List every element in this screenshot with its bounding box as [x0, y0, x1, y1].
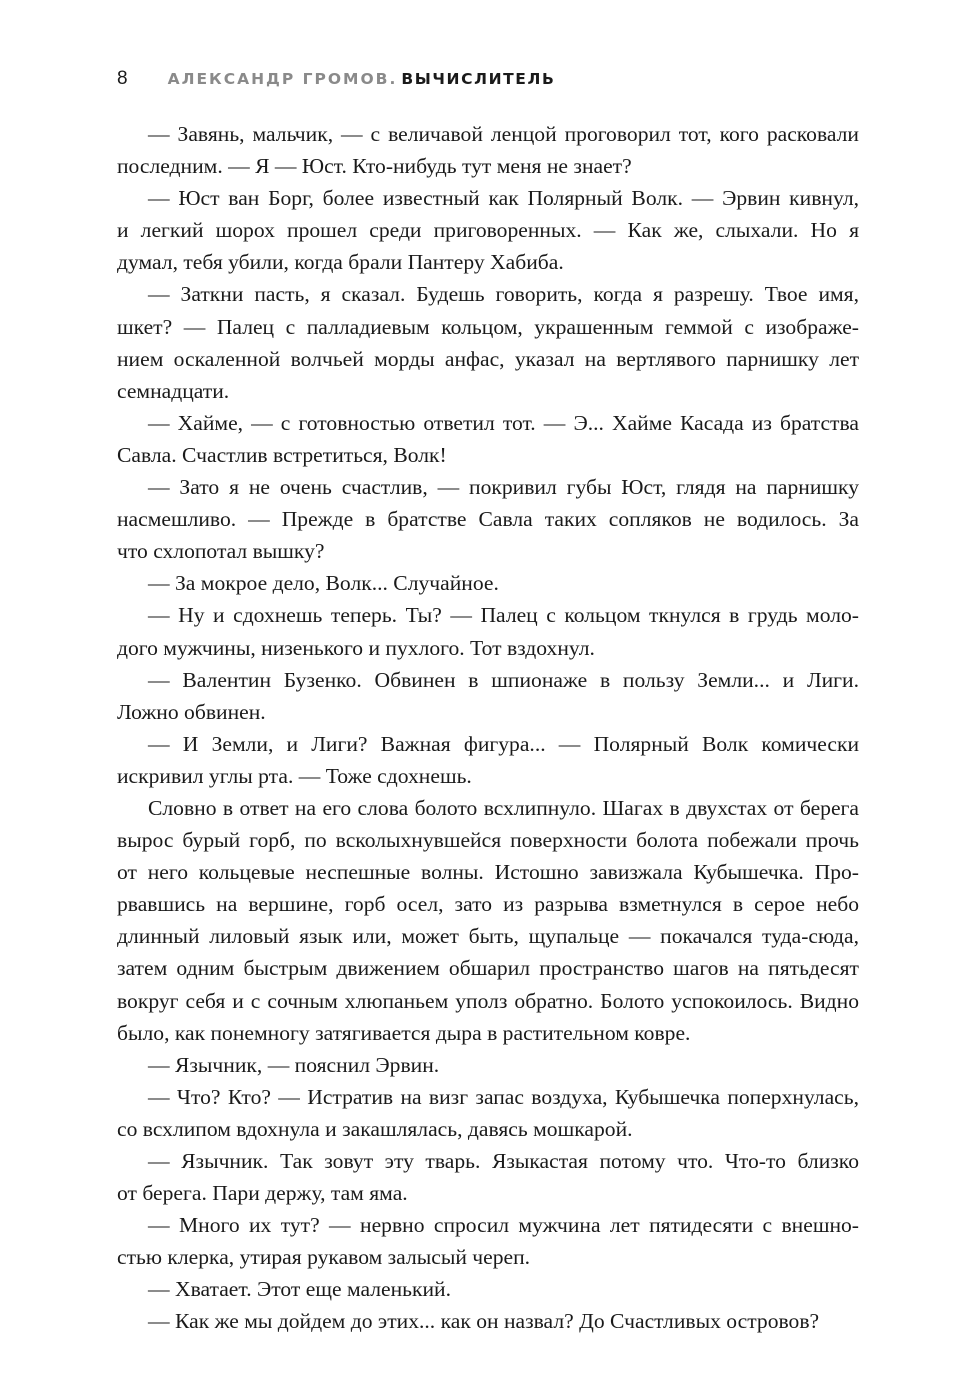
text-line: шкет? — Палец с палладиевым кольцом, украшенным геммой с изображе-: [117, 314, 859, 339]
text-line: семнадцати.: [117, 378, 230, 403]
author-name: АЛЕКСАНДР ГРОМОВ: [167, 70, 390, 88]
text-line: — Язычник, — пояснил Эрвин.: [148, 1052, 440, 1077]
text-line: со всхлипом вдохнула и закашлялась, давясь мошкарой.: [117, 1116, 633, 1141]
text-line: — Язычник. Так зовут эту тварь. Языкастая потому что. Что-то близко: [148, 1149, 859, 1173]
text-line: затем одним быстрым движением обшарил пространство шагов на пятьдесят: [117, 956, 859, 981]
text-line: — Зато я не очень счастлив, — покривил губы Юст, глядя на парнишку: [148, 475, 859, 500]
text-line: — За мокрое дело, Волк... Случайное.: [148, 571, 499, 596]
text-line: — Валентин Бузенко. Обвинен в шпионаже в пользу Земли... и Лиги.: [148, 667, 859, 692]
text-line: и легкий шорох прошел среди приговоренных. — Как же, слыхали. Но я: [117, 218, 859, 243]
text-line: длинный лиловый язык или, может быть, щупальце — покачался туда-сюда,: [117, 924, 859, 949]
text-line: что схлопотал вышку?: [117, 539, 325, 564]
body-text: [117, 118, 859, 1338]
text-line: рвавшись на вершине, горб осел, зато из разрыва взметнулся в серое небо: [117, 892, 859, 917]
text-line: было, как понемногу затягивается дыра в растительном ковре.: [117, 1020, 691, 1045]
text-line: — Много их тут? — нервно спросил мужчина лет пятидесяти с внешно-: [148, 1213, 859, 1238]
text-line: вырос бурый горб, по всколыхнувшейся поверхности болота побежали прочь: [117, 828, 859, 853]
text-line: — Как же мы дойдем до этих... как он назвал? До Счастливых островов?: [148, 1309, 820, 1334]
text-line: дого мужчины, низенького и пухлого. Тот вздохнул.: [117, 635, 595, 660]
text-line: вокруг себя и с сочным хлюпаньем уполз обратно. Болото успокоилось. Видно: [117, 988, 859, 1013]
text-line: — Что? Кто? — Истратив на визг запас воздуха, Кубышечка поперхнулась,: [148, 1084, 859, 1109]
text-line: — Хайме, — с готовностью ответил тот. — Э... Хайме Касада из братства: [148, 410, 859, 435]
book-title: ВЫЧИСЛИТЕЛЬ: [401, 70, 556, 88]
text-line: — Юст ван Борг, более известный как Полярный Волк. — Эрвин кивнул,: [148, 186, 859, 211]
text-line: нием оскаленной волчьей морды анфас, указал на вертлявого парнишку лет: [117, 346, 859, 371]
text-line: — Завянь, мальчик, — с величавой ленцой проговорил тот, кого расковали: [148, 122, 859, 146]
text-line: Словно в ответ на его слова болото всхлипнуло. Шагах в двухстах от берега: [148, 795, 859, 820]
text-line: думал, тебя убили, когда брали Пантеру Хабиба.: [117, 250, 564, 275]
text-line: от него кольцевые неспешные волны. Истошно завизжала Кубышечка. Про-: [117, 860, 859, 885]
text-line: последним. — Я — Юст. Кто-нибудь тут меня не знает?: [117, 154, 632, 179]
text-line: — Заткни пасть, я сказал. Будешь говорить, когда я разрешу. Твое имя,: [148, 282, 859, 307]
text-line: стью клерка, утирая рукавом залысый череп.: [117, 1245, 531, 1270]
text-line: — Хватает. Этот еще маленький.: [148, 1277, 452, 1302]
header-separator: .: [389, 70, 396, 88]
text-line: — И Земли, и Лиги? Важная фигура... — Полярный Волк комически: [148, 731, 859, 756]
text-line: Савла. Счастлив встретиться, Волк!: [117, 442, 447, 467]
text-line: искривил углы рта. — Тоже сдохнешь.: [117, 763, 472, 788]
page-number: 8: [117, 68, 128, 89]
running-head: [117, 68, 555, 96]
text-line: Ложно обвинен.: [117, 699, 266, 724]
text-line: — Ну и сдохнешь теперь. Ты? — Палец с кольцом ткнулся в грудь моло-: [148, 603, 859, 628]
text-line: от берега. Пари держу, там яма.: [117, 1181, 408, 1206]
text-line: насмешливо. — Прежде в братстве Савла таких сопляков не водилось. За: [117, 507, 859, 532]
